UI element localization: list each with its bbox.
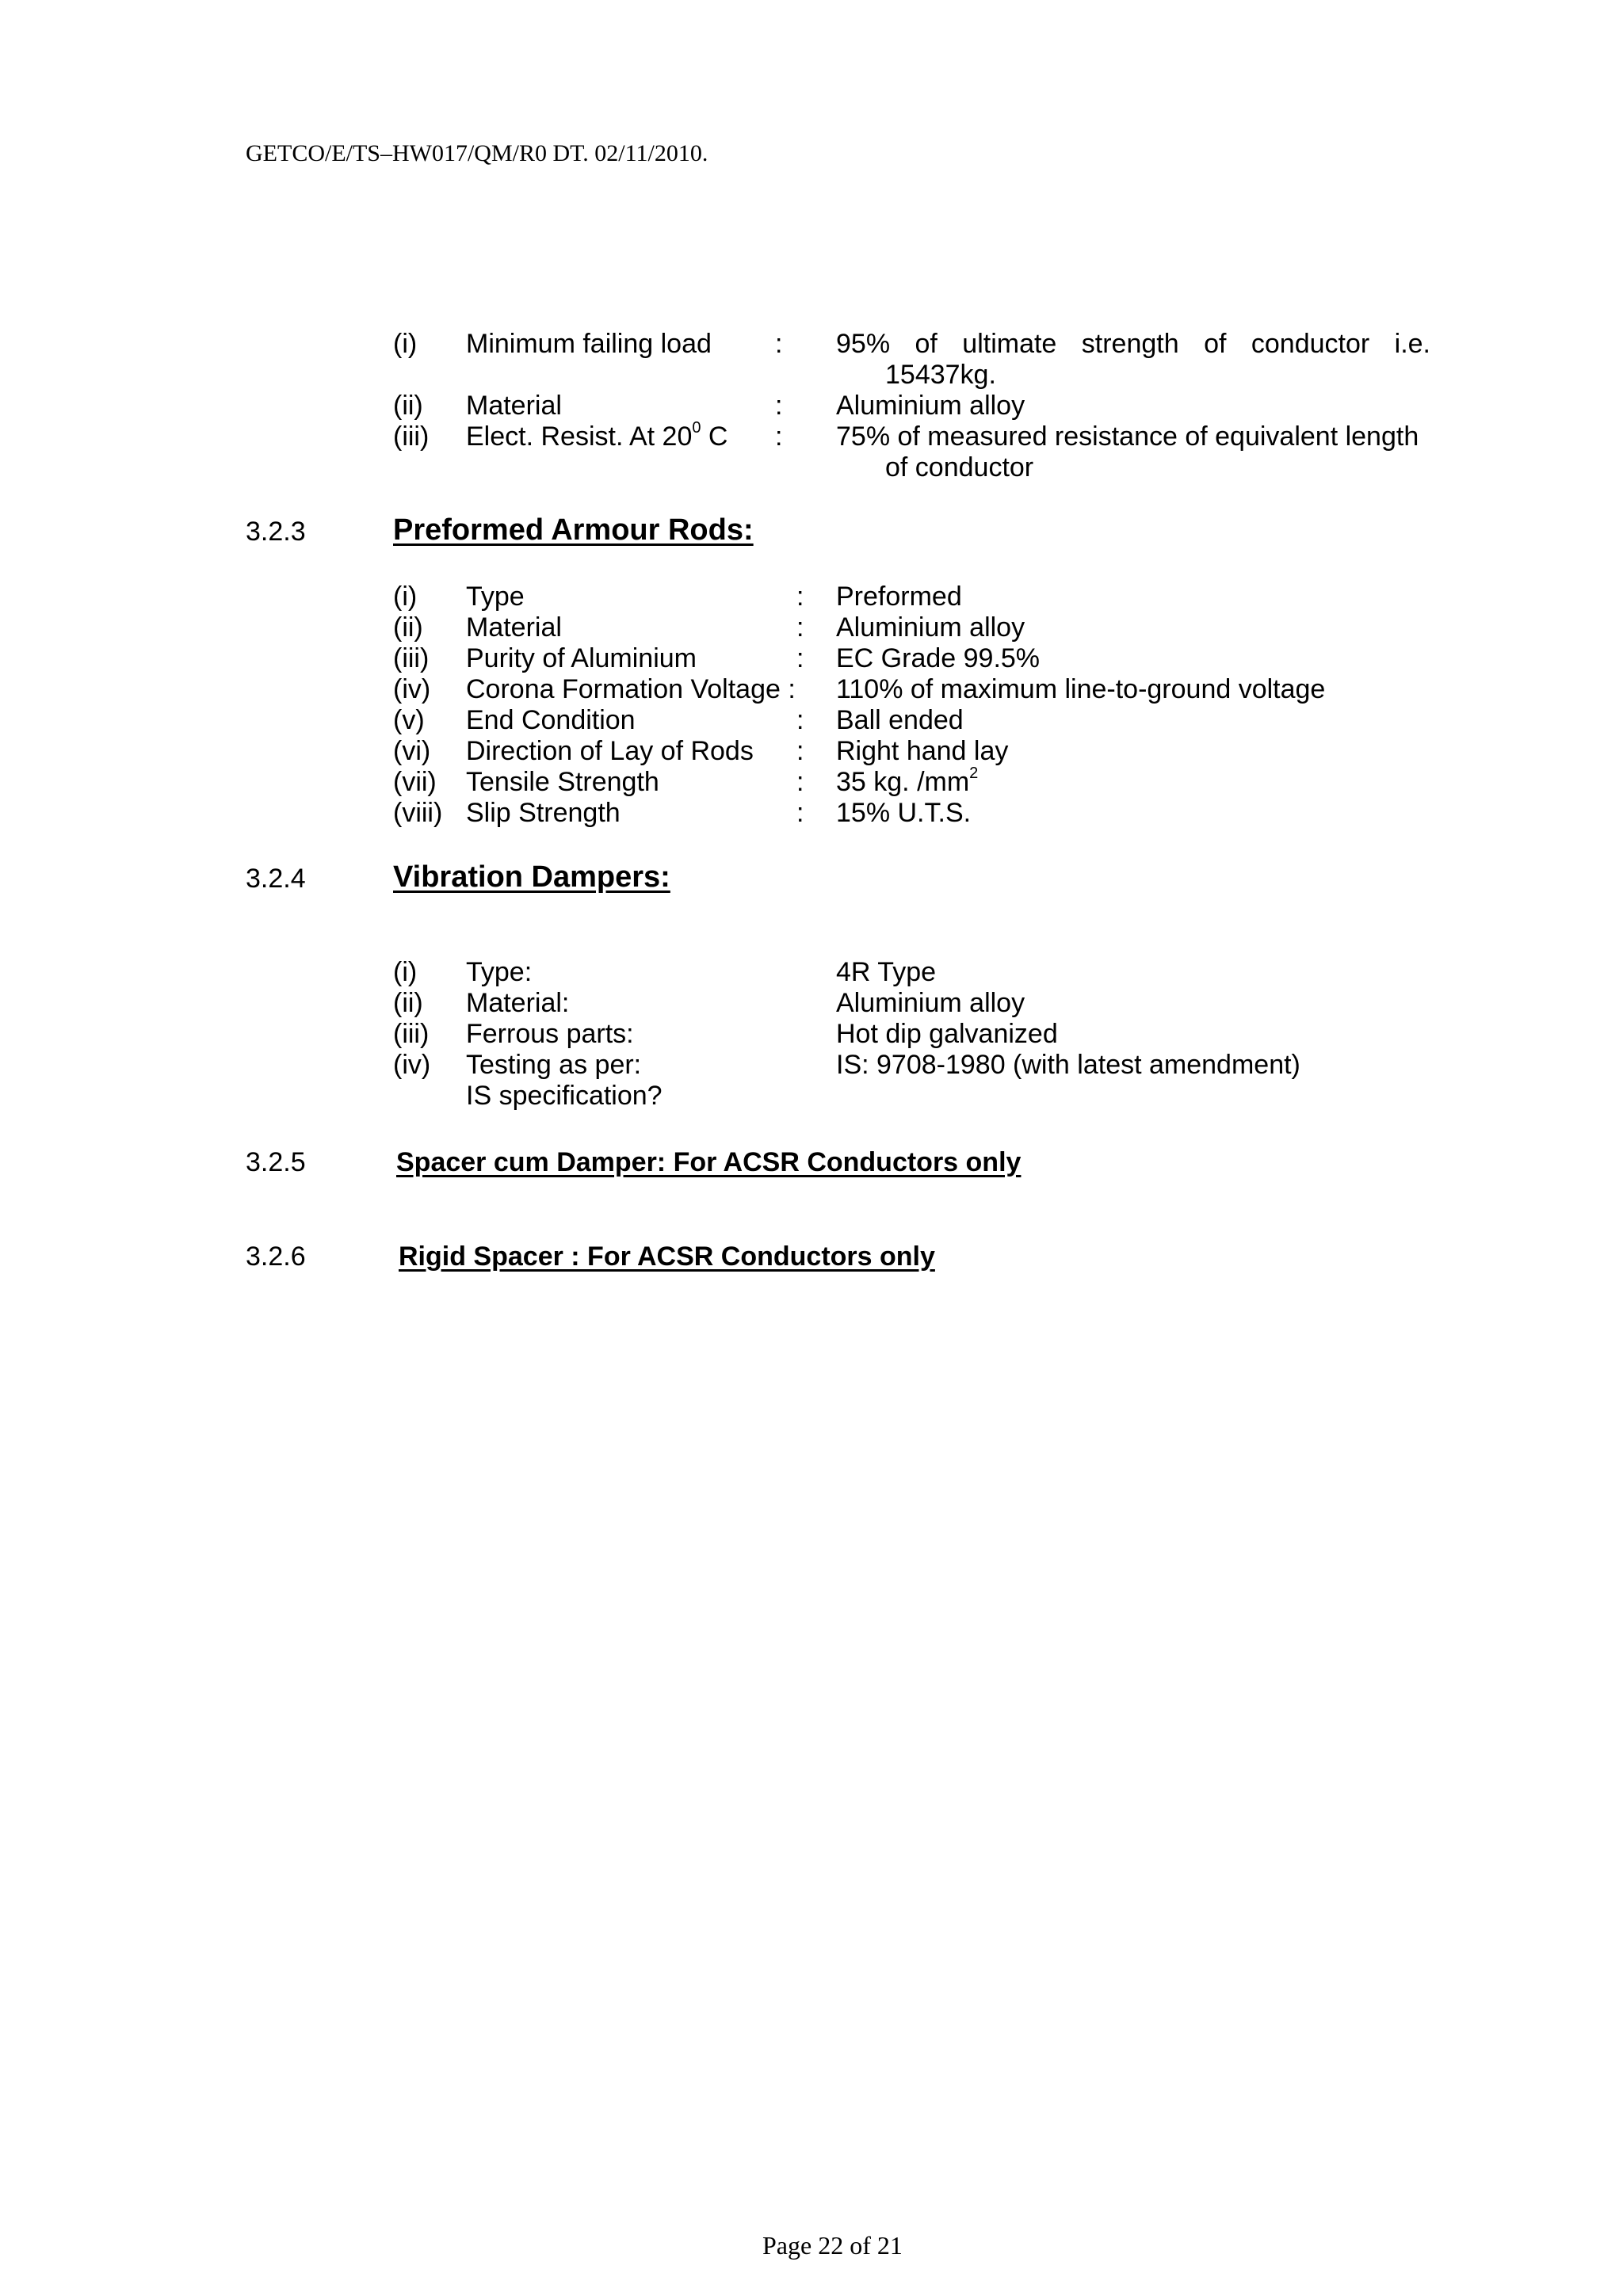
item-colon: : xyxy=(775,421,783,452)
item-colon: : xyxy=(775,391,783,421)
item-number: (iii) xyxy=(393,1019,430,1049)
item-value: EC Grade 99.5% xyxy=(836,643,1041,673)
item-colon: : xyxy=(796,736,804,766)
item-number: (viii) xyxy=(393,798,443,828)
item-colon: : xyxy=(796,798,804,828)
item-number: (i) xyxy=(393,329,418,359)
item-number: (iii) xyxy=(393,421,430,452)
item-label: Type xyxy=(466,582,525,612)
item-value: Preformed xyxy=(836,582,962,612)
item-label: Material: xyxy=(466,988,570,1018)
item-value: 35 kg. $/mm^2$ xyxy=(836,764,979,797)
item-number: (ii) xyxy=(393,391,423,421)
item-number: (vi) xyxy=(393,736,431,766)
section-number: 3.2.5 xyxy=(246,1147,306,1177)
item-number: (v) xyxy=(393,705,425,735)
superscript: 2 xyxy=(969,764,979,782)
item-colon: : xyxy=(796,643,804,673)
item-label: Direction of Lay of Rods xyxy=(466,736,754,766)
item-value: 15% U.T.S. xyxy=(836,798,972,828)
item-value: Aluminium alloy xyxy=(836,612,1025,643)
item-value: Aluminium alloy xyxy=(836,988,1025,1018)
item-colon: : xyxy=(796,612,804,643)
item-value: 4R Type xyxy=(836,957,937,987)
section-number: 3.2.3 xyxy=(246,517,306,547)
item-value: 110% of maximum line-to-ground voltage xyxy=(836,674,1326,704)
item-value: Ball ended xyxy=(836,705,964,735)
item-number: (i) xyxy=(393,582,418,612)
item-label: Tensile Strength xyxy=(466,767,659,797)
item-value: Right hand lay xyxy=(836,736,1009,766)
section-title: Rigid Spacer : For ACSR Conductors only xyxy=(399,1241,935,1272)
item-label-continued: IS specification? xyxy=(466,1081,663,1111)
item-colon: : xyxy=(775,329,783,359)
item-value: Hot dip galvanized xyxy=(836,1019,1058,1049)
item-number: (iv) xyxy=(393,1050,431,1080)
item-number: (vii) xyxy=(393,767,437,797)
item-label: Material xyxy=(466,612,562,643)
document-reference: GETCO/E/TS–HW017/QM/R0 DT. 02/11/2010. xyxy=(246,140,708,166)
section-title: Preformed Armour Rods: xyxy=(393,513,754,547)
item-label: Type: xyxy=(466,957,533,987)
item-value: 75% of measured resistance of equivalent length xyxy=(836,421,1419,452)
item-label: Corona Formation Voltage : xyxy=(466,674,796,704)
item-number: (iv) xyxy=(393,674,431,704)
item-colon: : xyxy=(796,705,804,735)
item-label: Slip Strength xyxy=(466,798,621,828)
item-label: Testing as per: xyxy=(466,1050,642,1080)
item-label: Elect. Resist. At $20^0$ C xyxy=(466,418,728,452)
item-number: (ii) xyxy=(393,612,423,643)
item-value: IS: 9708-1980 (with latest amendment) xyxy=(836,1050,1300,1080)
item-label: End Condition xyxy=(466,705,636,735)
item-label: Ferrous parts: xyxy=(466,1019,634,1049)
item-value: 95% of ultimate strength of conductor i.e. xyxy=(836,329,1430,359)
page-number: Page 22 of 21 xyxy=(762,2231,903,2260)
item-value: Aluminium alloy xyxy=(836,391,1025,421)
superscript: 0 xyxy=(692,418,701,437)
section-title: Vibration Dampers: xyxy=(393,860,670,894)
item-value-continued: 15437kg. xyxy=(885,360,996,390)
item-label: Minimum failing load xyxy=(466,329,712,359)
item-colon: : xyxy=(796,582,804,612)
item-label: Purity of Aluminium xyxy=(466,643,697,673)
item-label: Material xyxy=(466,391,562,421)
item-colon: : xyxy=(796,767,804,797)
item-number: (iii) xyxy=(393,643,430,673)
item-number: (ii) xyxy=(393,988,423,1018)
section-title: Spacer cum Damper: For ACSR Conductors only xyxy=(396,1147,1022,1177)
section-number: 3.2.6 xyxy=(246,1241,306,1272)
item-number: (i) xyxy=(393,957,418,987)
section-number: 3.2.4 xyxy=(246,864,306,894)
item-value-continued: of conductor xyxy=(885,452,1034,482)
